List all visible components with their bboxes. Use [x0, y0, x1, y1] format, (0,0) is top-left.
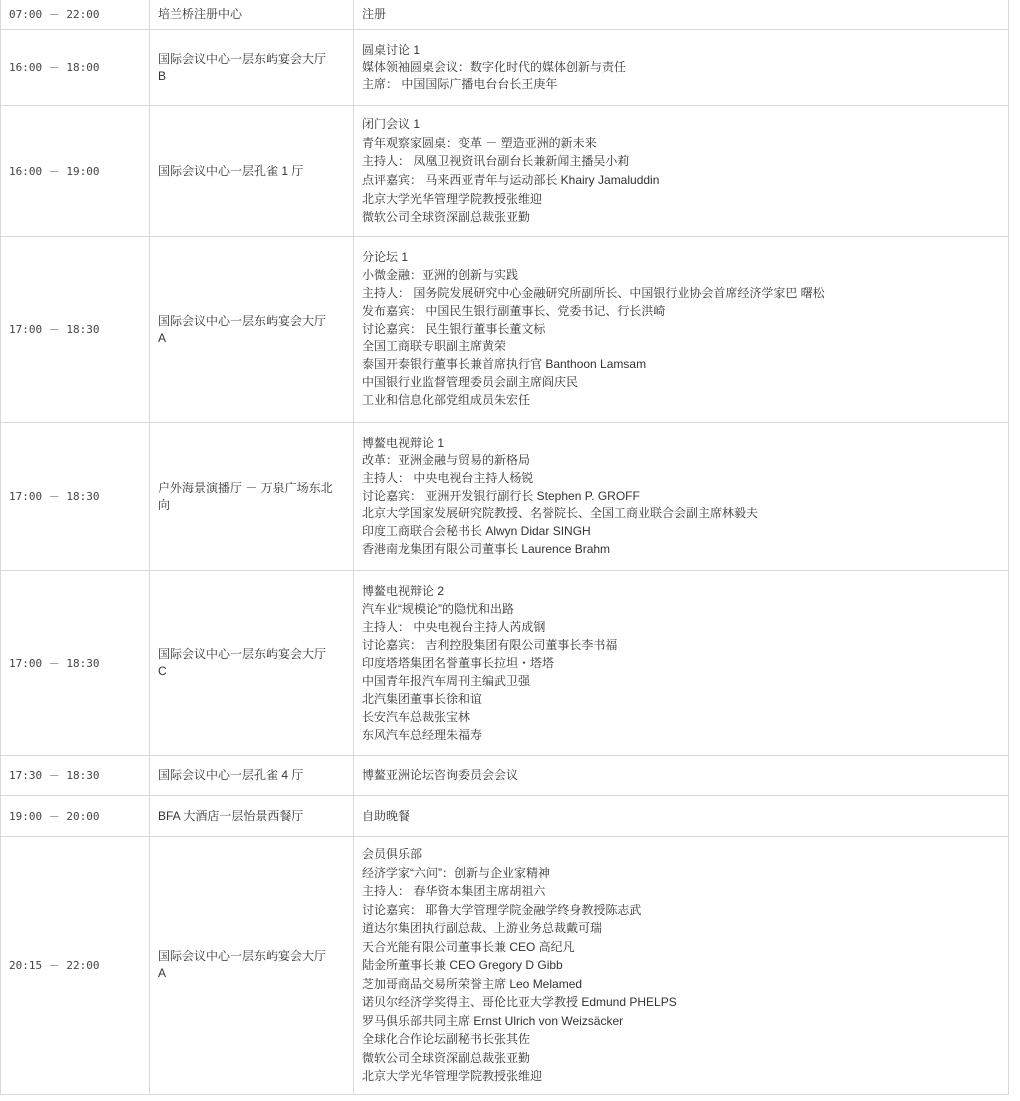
venue-cell — [150, 837, 354, 1095]
schedule-body — [1, 0, 1009, 1094]
schedule-row — [1, 106, 1009, 237]
venue-cell — [150, 0, 354, 30]
session-title: 博鳌电视辩论 1 — [362, 435, 445, 450]
session-line: 诺贝尔经济学奖得主、哥伦比亚大学教授 Edmund PHELPS — [362, 995, 677, 1009]
venue-cell — [150, 423, 354, 571]
session-title: 注册 — [362, 6, 387, 21]
time-cell: 16:00 － 18:00 — [1, 30, 150, 106]
venue-cell — [150, 30, 354, 106]
session-line: 微软公司全球资深副总裁张亚勤 — [362, 210, 531, 225]
detail-cell — [354, 837, 1009, 1095]
session-title: 自助晚餐 — [362, 808, 411, 823]
session-line: 泰国开泰银行董事长兼首席执行官 Banthoon Lamsam — [362, 357, 647, 372]
time-cell: 17:00 － 18:30 — [1, 423, 150, 571]
session-line: 香港南龙集团有限公司董事长 Laurence Brahm — [362, 541, 611, 556]
session-line: 媒体领袖圆桌会议：数字化时代的媒体创新与责任 — [362, 60, 627, 74]
schedule-row — [1, 571, 1009, 756]
session-line: 讨论嘉宾： 民生银行董事长董文标 — [362, 321, 546, 336]
session-line: 印度工商联合会秘书长 Alwyn Didar SINGH — [362, 524, 591, 539]
venue-line: 国际会议中心一层东屿宴会大厅 — [158, 51, 327, 66]
detail-cell — [354, 423, 1009, 571]
session-line: 全国工商联专职副主席黄荣 — [362, 339, 507, 354]
session-line: 道达尔集团执行副总裁、上游业务总裁戴可瑞 — [362, 921, 603, 935]
session-line: 中国青年报汽车周刊主编武卫强 — [362, 674, 531, 689]
session-line: 讨论嘉宾： 耶鲁大学管理学院金融学终身教授陈志武 — [362, 902, 642, 917]
session-line: 工业和信息化部党组成员朱宏任 — [362, 392, 531, 407]
schedule-row — [1, 756, 1009, 796]
session-line: 主持人： 中央电视台主持人芮成钢 — [362, 619, 546, 634]
detail-cell — [354, 796, 1009, 837]
session-line: 汽车业“规模论”的隐忧和出路 — [362, 601, 514, 616]
session-line: 陆金所董事长兼 CEO Gregory D Gibb — [362, 958, 563, 972]
session-line: 长安汽车总裁张宝林 — [362, 710, 471, 725]
detail-cell — [354, 756, 1009, 796]
venue-line: BFA 大酒店一层怡景西餐厅 — [158, 808, 304, 823]
session-line: 芝加哥商品交易所荣誉主席 Leo Melamed — [362, 976, 583, 991]
session-title: 闭门会议 1 — [362, 117, 421, 132]
session-line: 主持人： 中央电视台主持人杨锐 — [362, 470, 534, 485]
session-line: 中国银行业监督管理委员会副主席阎庆民 — [362, 374, 579, 389]
session-line: 改革：亚洲金融与贸易的新格局 — [362, 453, 531, 468]
venue-line: 国际会议中心一层东屿宴会大厅 — [158, 647, 327, 661]
time-cell: 17:30 － 18:30 — [1, 756, 150, 796]
time-cell: 17:00 － 18:30 — [1, 571, 150, 756]
session-line: 北京大学国家发展研究院教授、名誉院长、全国工商业联合会副主席林毅夫 — [362, 506, 759, 521]
venue-line: 国际会议中心一层东屿宴会大厅 — [158, 313, 327, 328]
session-title: 圆桌讨论 1 — [362, 43, 421, 57]
venue-line: 户外海景演播厅 － 万泉广场东北 — [158, 480, 333, 495]
session-line: 主持人： 凤凰卫视资讯台副台长兼新闻主播吴小莉 — [362, 154, 630, 169]
session-title: 博鳌电视辩论 2 — [362, 583, 445, 598]
venue-line: B — [158, 68, 167, 83]
time-cell: 07:00 － 22:00 — [1, 0, 150, 30]
session-line: 小微金融：亚洲的创新与实践 — [362, 268, 519, 283]
session-line: 印度塔塔集团名誉董事长拉坦・塔塔 — [362, 655, 555, 670]
venue-line: 国际会议中心一层东屿宴会大厅 — [158, 949, 327, 964]
detail-cell — [354, 0, 1009, 30]
venue-line: 国际会议中心一层孔雀 1 厅 — [158, 163, 304, 178]
schedule-row — [1, 796, 1009, 837]
detail-cell — [354, 106, 1009, 237]
session-line: 北京大学光华管理学院教授张维迎 — [362, 1069, 543, 1083]
session-line: 点评嘉宾： 马来西亚青年与运动部长 Khairy Jamaluddin — [362, 173, 660, 187]
session-line: 经济学家“六问”：创新与企业家精神 — [362, 865, 550, 880]
session-line: 主持人： 国务院发展研究中心金融研究所副所长、中国银行业协会首席经济学家巴 曙松 — [362, 286, 825, 300]
time-cell: 19:00 － 20:00 — [1, 796, 150, 837]
venue-cell — [150, 571, 354, 756]
time-cell: 20:15 － 22:00 — [1, 837, 150, 1095]
schedule-row — [1, 30, 1009, 106]
schedule-row — [1, 423, 1009, 571]
time-cell: 17:00 － 18:30 — [1, 237, 150, 423]
session-title: 博鳌亚洲论坛咨询委员会会议 — [362, 768, 519, 782]
schedule-row — [1, 237, 1009, 423]
venue-cell — [150, 796, 354, 837]
session-title: 分论坛 1 — [362, 250, 409, 265]
session-line: 东风汽车总经理朱福寿 — [362, 728, 483, 743]
session-line: 北汽集团董事长徐和谊 — [362, 692, 483, 707]
schedule-row — [1, 0, 1009, 30]
session-line: 青年观察家圆桌：变革 － 塑造亚洲的新未来 — [362, 135, 597, 150]
session-line: 北京大学光华管理学院教授张维迎 — [362, 191, 543, 206]
detail-cell — [354, 571, 1009, 756]
session-line: 主持人： 春华资本集团主席胡祖六 — [362, 884, 546, 898]
session-line: 主席： 中国国际广播电台台长王庚年 — [362, 77, 558, 91]
session-line: 全球化合作论坛副秘书长张其佐 — [362, 1032, 531, 1046]
detail-cell — [354, 30, 1009, 106]
venue-line: A — [158, 966, 167, 981]
session-line: 微软公司全球资深副总裁张亚勤 — [362, 1050, 531, 1065]
session-title: 会员俱乐部 — [362, 847, 423, 861]
venue-line: 向 — [158, 497, 171, 512]
venue-cell — [150, 237, 354, 423]
session-line: 讨论嘉宾： 吉利控股集团有限公司董事长李书福 — [362, 637, 618, 652]
venue-cell — [150, 106, 354, 237]
session-line: 发布嘉宾： 中国民生银行副董事长、党委书记、行长洪崎 — [362, 303, 666, 318]
venue-line: A — [158, 330, 167, 345]
session-line: 讨论嘉宾： 亚洲开发银行副行长 Stephen P. GROFF — [362, 488, 640, 503]
detail-cell — [354, 237, 1009, 423]
venue-line: 国际会议中心一层孔雀 4 厅 — [158, 768, 304, 782]
schedule-row — [1, 837, 1009, 1095]
session-line: 罗马俱乐部共同主席 Ernst Ulrich von Weizsäcker — [362, 1013, 624, 1028]
time-cell: 16:00 － 19:00 — [1, 106, 150, 237]
venue-line: 培兰桥注册中心 — [158, 6, 243, 21]
venue-cell — [150, 756, 354, 796]
session-line: 天合光能有限公司董事长兼 CEO 高纪凡 — [362, 939, 575, 954]
venue-line: C — [158, 664, 167, 678]
